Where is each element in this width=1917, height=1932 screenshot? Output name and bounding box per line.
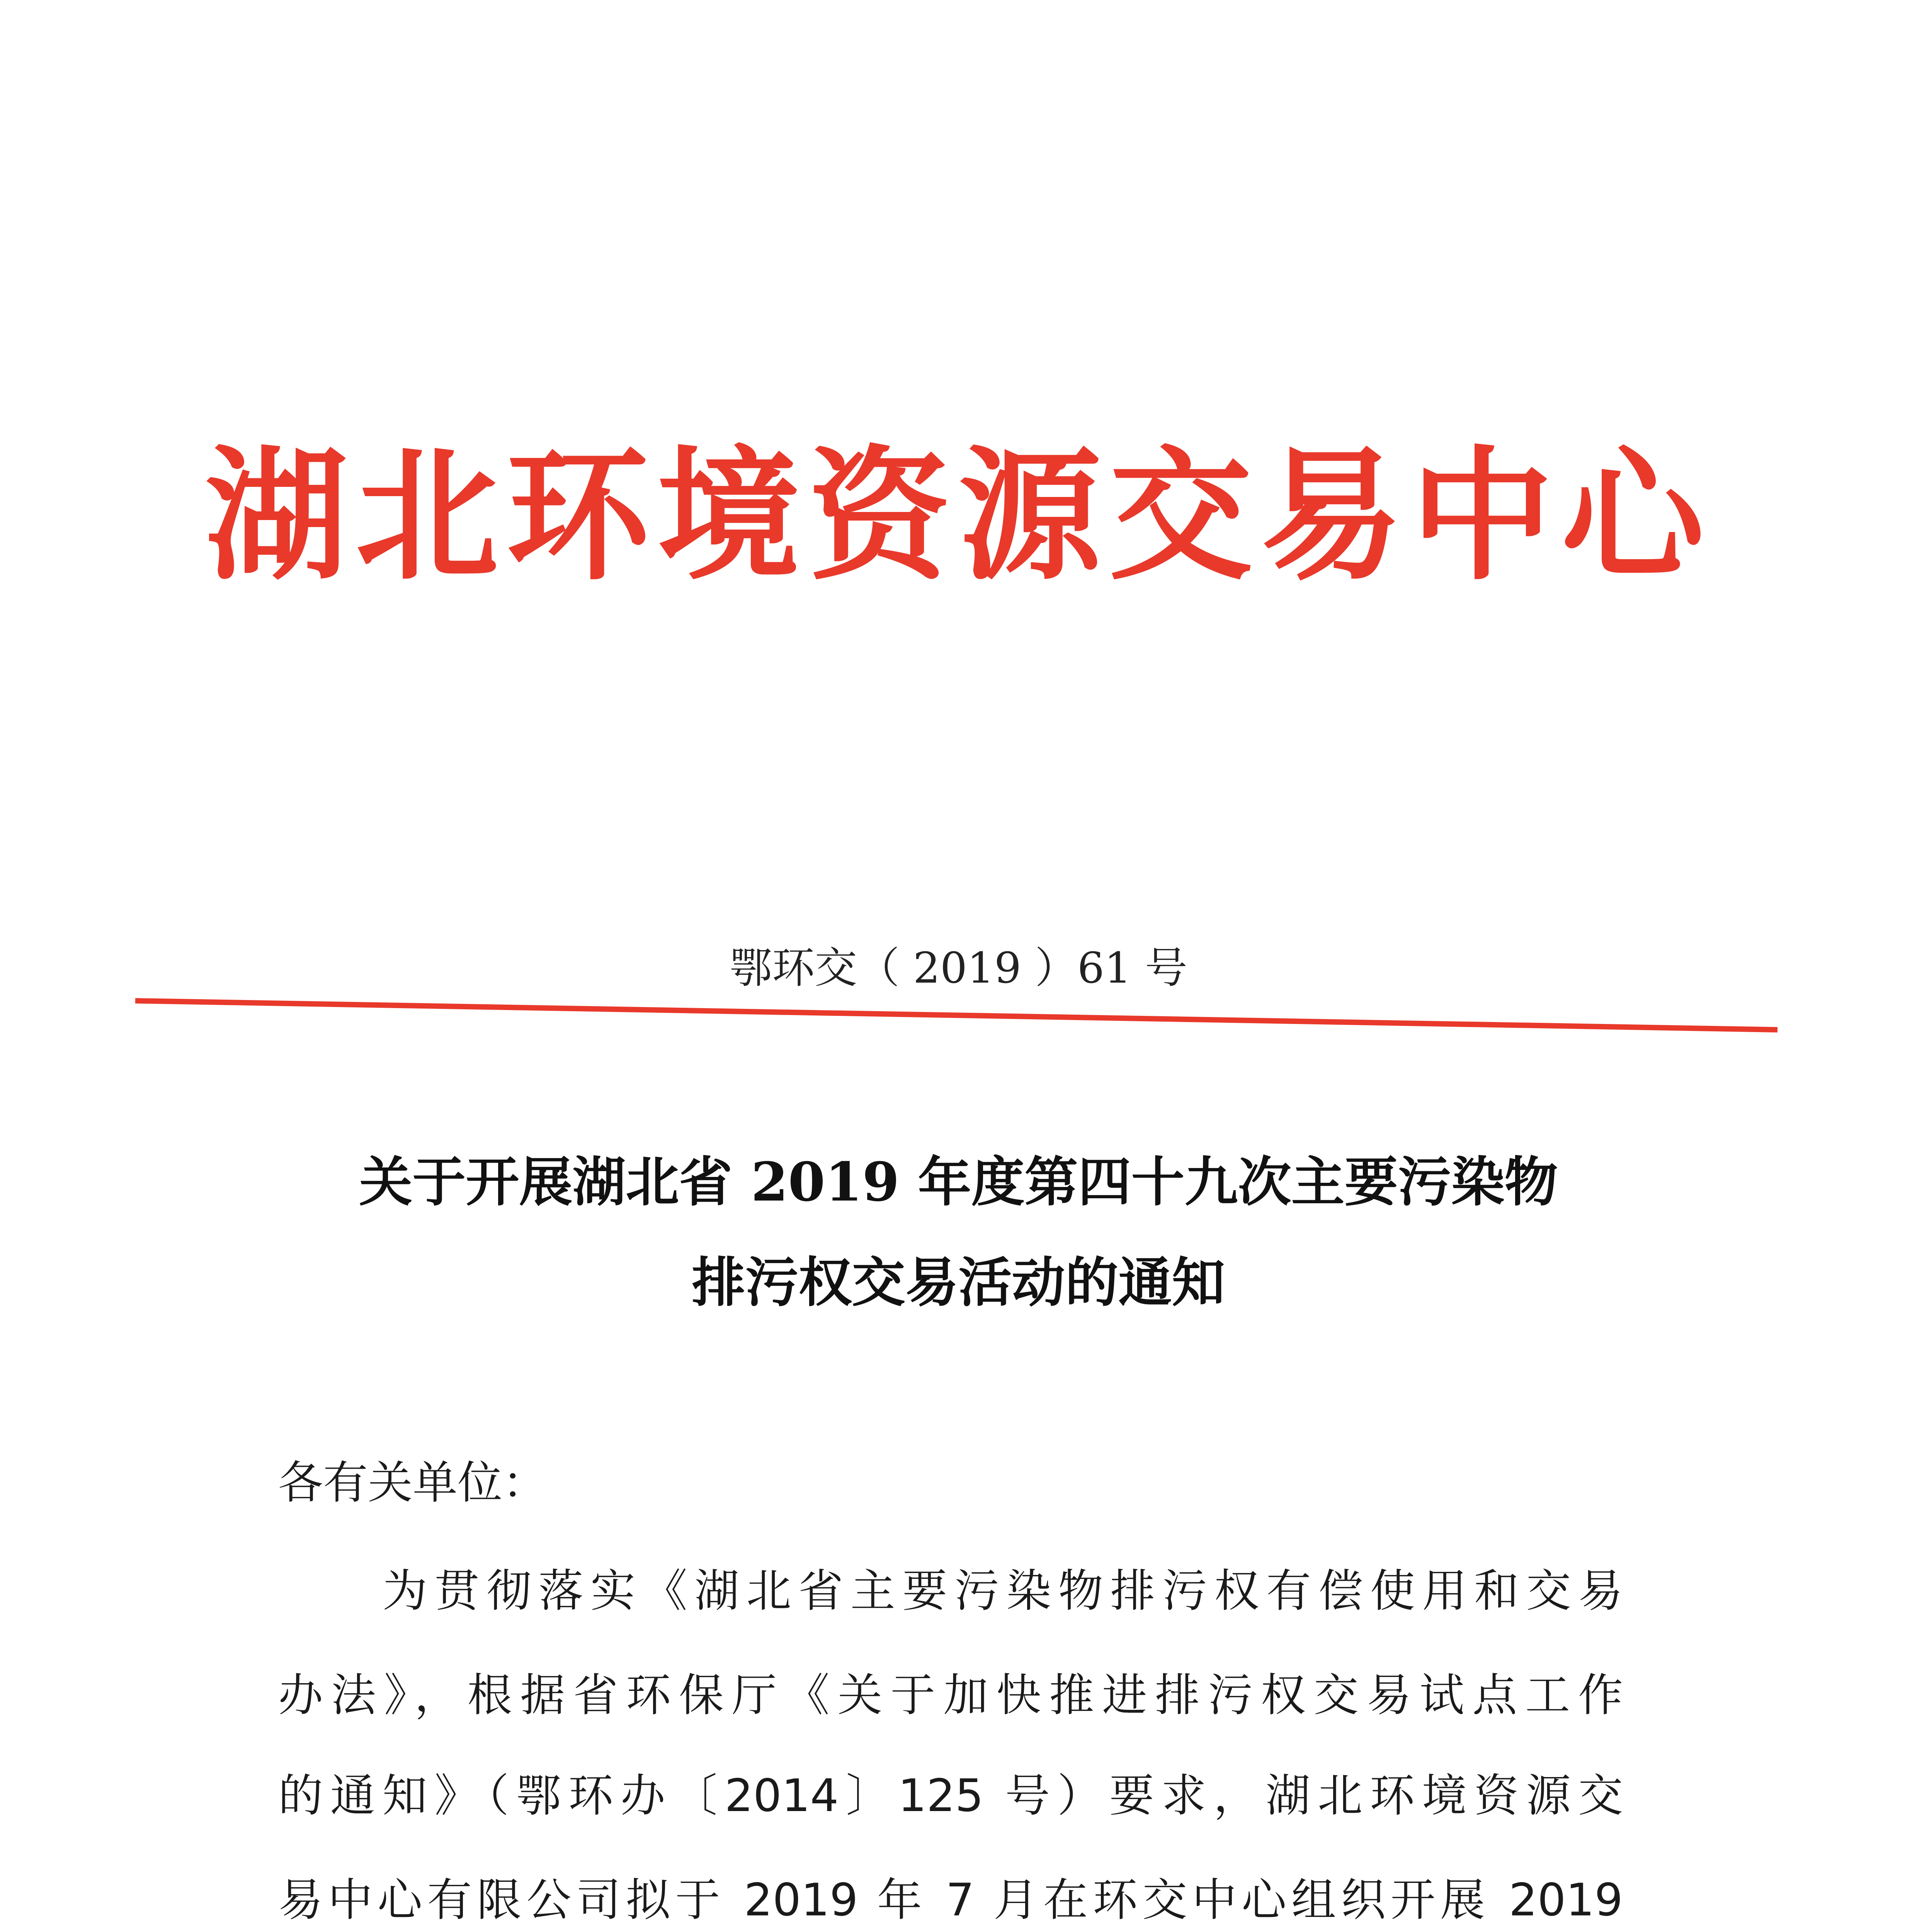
document-number: 鄂环交（ 2019 ）61 号 [730, 943, 1187, 993]
paragraph-1-line-1: 为贯彻落实《湖北省主要污染物排污权有偿使用和交易 [383, 1565, 1623, 1617]
paragraph-1-line-3: 的通知》（鄂环办〔2014〕125 号）要求，湖北环境资源交 [278, 1770, 1623, 1822]
red-divider-line [135, 993, 1778, 1032]
organization-header: 湖北环境资源交易中心 [205, 432, 1712, 600]
paragraph-1-line-2: 办法》，根据省环保厅《关于加快推进排污权交易试点工作 [278, 1669, 1623, 1721]
document-title-line-2: 排污权交易活动的通知 [692, 1251, 1225, 1314]
document-title-line-1: 关于开展湖北省 2019 年度第四十九次主要污染物 [359, 1150, 1558, 1213]
salutation: 各有关单位： [278, 1457, 547, 1509]
paragraph-1-line-4: 易中心有限公司拟于 2019 年 7 月在环交中心组织开展 2019 [278, 1874, 1623, 1926]
